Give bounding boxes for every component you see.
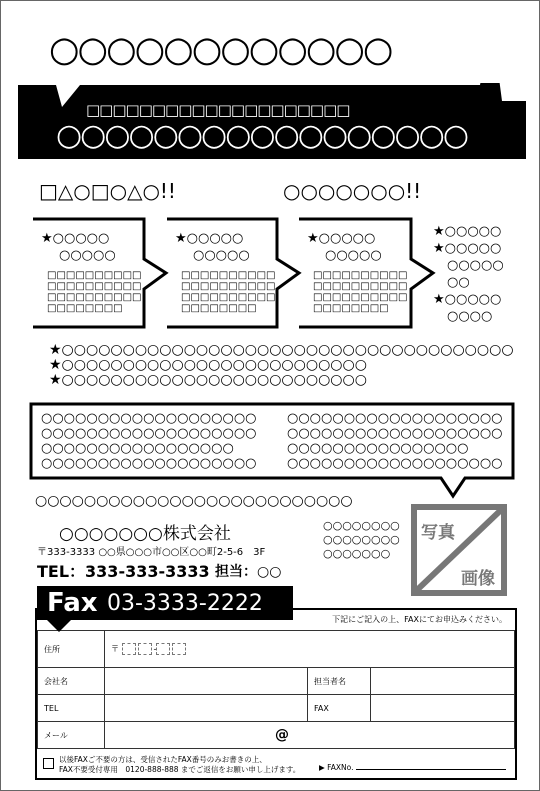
company-label: 会社名 — [38, 668, 105, 695]
fax-label: Fax — [47, 588, 98, 618]
image-label: 画像 — [461, 569, 495, 589]
flow-step-2 — [175, 230, 276, 314]
mail-label: メール — [38, 722, 105, 749]
circle-line: ○○○○○○○○○○○○○○○○○○○○○○○○○○ — [35, 493, 353, 509]
fax-banner — [37, 586, 293, 620]
flow-step-grid: □□□□□□□□□□ □□□□□□□□□□ □□□□□□□□□□ □□□□□□□□ — [313, 270, 408, 314]
no-fax-checkbox[interactable] — [43, 758, 54, 769]
address-label: 住所 — [38, 631, 105, 668]
fax-form — [35, 608, 517, 780]
footer-note: 以後FAXご不要の方は、受信されたFAX番号のみお書きの上、 FAX不要受付専用 0120-888-888 までご返信をお願い申し上げます。 — [59, 755, 301, 774]
main-heading: ○○○○○○○○○○○○ — [49, 30, 392, 70]
star-lines: ★○○○○○○○○○○○○○○○○○○○○○○○○○○○○○○○○○○○○○ ★○○○○○○○○○○○○○○○○○○○○○○○○○ ★○○○○○○○○○○○○○○○○○○○○○○○○○ — [49, 342, 514, 388]
fax-field[interactable] — [371, 695, 515, 722]
flow-step-grid: □□□□□□□□□□ □□□□□□□□□□ □□□□□□□□□□ □□□□□□□□ — [47, 270, 142, 314]
banner-subtitle: □□□□□□□□□□□□□□□□□□□□ — [86, 101, 350, 119]
photo-placeholder — [411, 504, 507, 596]
company-notes: ○○○○○○○○ ○○○○○○○○ ○○○○○○○ — [323, 519, 400, 560]
mail-field[interactable] — [105, 722, 515, 749]
flow-step-1 — [41, 230, 142, 314]
postal-box — [156, 643, 170, 655]
address-field[interactable]: 〒 - — [105, 631, 515, 668]
section-heading-right: ○○○○○○○!! — [283, 179, 422, 203]
section-heading-left: □△○□○△○!! — [39, 179, 176, 203]
person-label: 担当者名 — [308, 668, 371, 695]
company-tel: TEL：333-333-3333 — [37, 562, 210, 581]
tel-label: TEL — [38, 695, 105, 722]
postal-prefix: 〒 — [111, 644, 119, 654]
postal-box — [122, 643, 136, 655]
flow-step-grid: □□□□□□□□□□ □□□□□□□□□□ □□□□□□□□□□ □□□□□□□□ — [181, 270, 276, 314]
fax-number: 03-3333-2222 — [107, 591, 263, 616]
flow-step-3 — [307, 230, 408, 314]
fax-number-field[interactable]: ▶ FAXNo. — [319, 763, 506, 772]
company-field[interactable] — [105, 668, 308, 695]
person-field[interactable] — [371, 668, 515, 695]
flow-step-title: ★○○○○○ — [175, 231, 244, 246]
flow-step-title2: ○○○○○ — [325, 248, 382, 263]
company-address: 〒333-3333 ○○県○○○市○○区○○町2-5-6 3F — [37, 547, 266, 558]
photo-label: 写真 — [421, 523, 455, 543]
company-contact: 担当：○○ — [215, 564, 282, 580]
fax-banner-tail — [45, 618, 85, 648]
form-table — [37, 630, 515, 749]
form-notice: 下記にご記入の上、FAXにてお申込みください。 — [332, 615, 507, 624]
bubble-right-text: ○○○○○○○○○○○○○○○○○○○ ○○○○○○○○○○○○○○○○○○○ ○○○○○○○○○○○○○○○○ ○○○○○○○○○○○○○○○○○○○ — [287, 411, 503, 471]
banner-title: ○○○○○○○○○○○○○○○○○ — [56, 118, 468, 153]
flow-step-title: ★○○○○○ — [307, 231, 376, 246]
flow-step-title: ★○○○○○ — [41, 231, 110, 246]
postal-box — [172, 643, 186, 655]
postal-box — [138, 643, 152, 655]
at-sign: @ — [275, 727, 289, 743]
fax-label: FAX — [308, 695, 371, 722]
side-list: ★○○○○○ ★○○○○○ ○○○○○ ○○ ★○○○○○ ○○○○ — [433, 224, 504, 324]
bubble-left-text: ○○○○○○○○○○○○○○○○○○○ ○○○○○○○○○○○○○○○○○○○ ○○○○○○○○○○○○○○○○○ ○○○○○○○○○○○○○○○○○○○ — [41, 411, 257, 471]
company-name: ○○○○○○○株式会社 — [59, 524, 231, 544]
flow-step-title2: ○○○○○ — [193, 248, 250, 263]
tel-field[interactable] — [105, 695, 308, 722]
flow-step-title2: ○○○○○ — [59, 248, 116, 263]
